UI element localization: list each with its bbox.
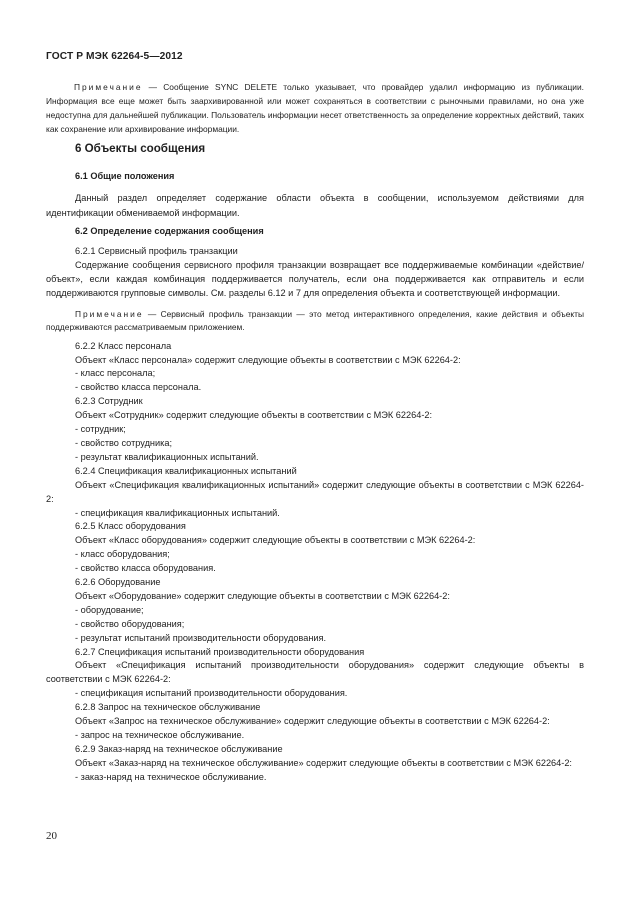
paragraph: Объект «Класс персонала» содержит следующие объекты в соответствии с МЭК 62264-2: [75, 354, 461, 365]
subsection-title: 6.1 Общие положения [75, 171, 175, 181]
paragraph: Объект «Оборудование» содержит следующие объекты в соответствии с МЭК 62264-2: [75, 590, 450, 601]
list-item: - заказ-наряд на техническое обслуживание. [75, 771, 267, 782]
list-item: - спецификация квалификационных испытаний. [75, 507, 280, 518]
page-number: 20 [46, 830, 57, 842]
note-transaction-profile [46, 308, 584, 335]
clause-title: 6.2.5 Класс оборудования [75, 521, 186, 532]
note-text: — Сообщение SYNC DELETE только указывает, что провайдер удалил информацию из публикации. Информация все еще может быть заархивированной или может сохраняться в соответствии с рыночными правилами, но она уже недоступна для дальнейшей публикации. Пользователь информации несет ответственность за определение корректных действий, таких как сохранение или архивирование информации. [46, 82, 584, 134]
note-label: Примечание [75, 308, 144, 319]
paragraph: Объект «Спецификация испытаний производительности оборудования» содержит следующие объекты в соответствии с МЭК 62264-2: [46, 660, 584, 685]
note-sync-delete [46, 80, 584, 136]
clause-title: 6.2.1 Сервисный профиль транзакции [75, 246, 238, 256]
list-item: - свойство класса оборудования. [75, 563, 216, 574]
clause-title: 6.2.8 Запрос на техническое обслуживание [75, 702, 261, 713]
paragraph: Объект «Заказ-наряд на техническое обслуживание» содержит следующие объекты в соответствии с МЭК 62264-2: [75, 757, 572, 768]
note-text: — Сервисный профиль транзакции — это метод интерактивного определения, какие действия и объекты поддерживаются рассматриваемым приложением. [46, 308, 584, 333]
paragraph: Объект «Запрос на техническое обслуживание» содержит следующие объекты в соответствии с МЭК 62264-2: [75, 716, 550, 727]
list-item: - свойство оборудования; [75, 618, 185, 629]
document-header: ГОСТ Р МЭК 62264-5—2012 [46, 51, 183, 62]
list-item: - сотрудник; [75, 424, 126, 435]
clause-title: 6.2.2 Класс персонала [75, 340, 172, 351]
clause-title: 6.2.9 Заказ-наряд на техническое обслуживание [75, 743, 283, 754]
clause-title: 6.2.6 Оборудование [75, 577, 161, 588]
paragraph: Содержание сообщения сервисного профиля транзакции возвращает все поддерживаемые комбинации «действие/объект», если каждая комбинация поддерживается получатель, если она поддерживается как отправитель и если поддерживаются групповые символы. См. разделы 6.12 и 7 для определения объекта и соответствующей информации. [46, 259, 584, 298]
note-label: Примечание [74, 82, 143, 92]
section-6-2-body [46, 245, 584, 785]
list-item: - запрос на техническое обслуживание. [75, 730, 245, 740]
paragraph: Объект «Сотрудник» содержит следующие объекты в соответствии с МЭК 62264-2: [75, 410, 433, 421]
paragraph: Объект «Класс оборудования» содержит следующие объекты в соответствии с МЭК 62264-2: [75, 535, 476, 546]
paragraph: Данный раздел определяет содержание области объекта в сообщении, используемом действиями для идентификации обмениваемой информации. [46, 193, 584, 218]
list-item: - свойство сотрудника; [75, 437, 173, 448]
clause-title: 6.2.3 Сотрудник [75, 396, 143, 407]
list-item: - свойство класса персонала. [75, 382, 202, 393]
clause-title: 6.2.4 Спецификация квалификационных испытаний [75, 465, 297, 476]
paragraph: Объект «Спецификация квалификационных испытаний» содержит следующие объекты в соответствии с МЭК 62264-2: [46, 479, 584, 504]
list-item: - оборудование; [75, 604, 144, 615]
section-title: 6 Объекты сообщения [75, 142, 206, 155]
list-item: - класс оборудования; [75, 549, 170, 560]
list-item: - результат испытаний производительности оборудования. [75, 632, 327, 643]
subsection-title: 6.2 Определение содержания сообщения [75, 226, 264, 236]
list-item: - класс персонала; [75, 368, 156, 379]
list-item: - результат квалификационных испытаний. [75, 451, 259, 462]
clause-title: 6.2.7 Спецификация испытаний производительности оборудования [75, 646, 365, 657]
list-item: - спецификация испытаний производительности оборудования. [75, 688, 348, 699]
